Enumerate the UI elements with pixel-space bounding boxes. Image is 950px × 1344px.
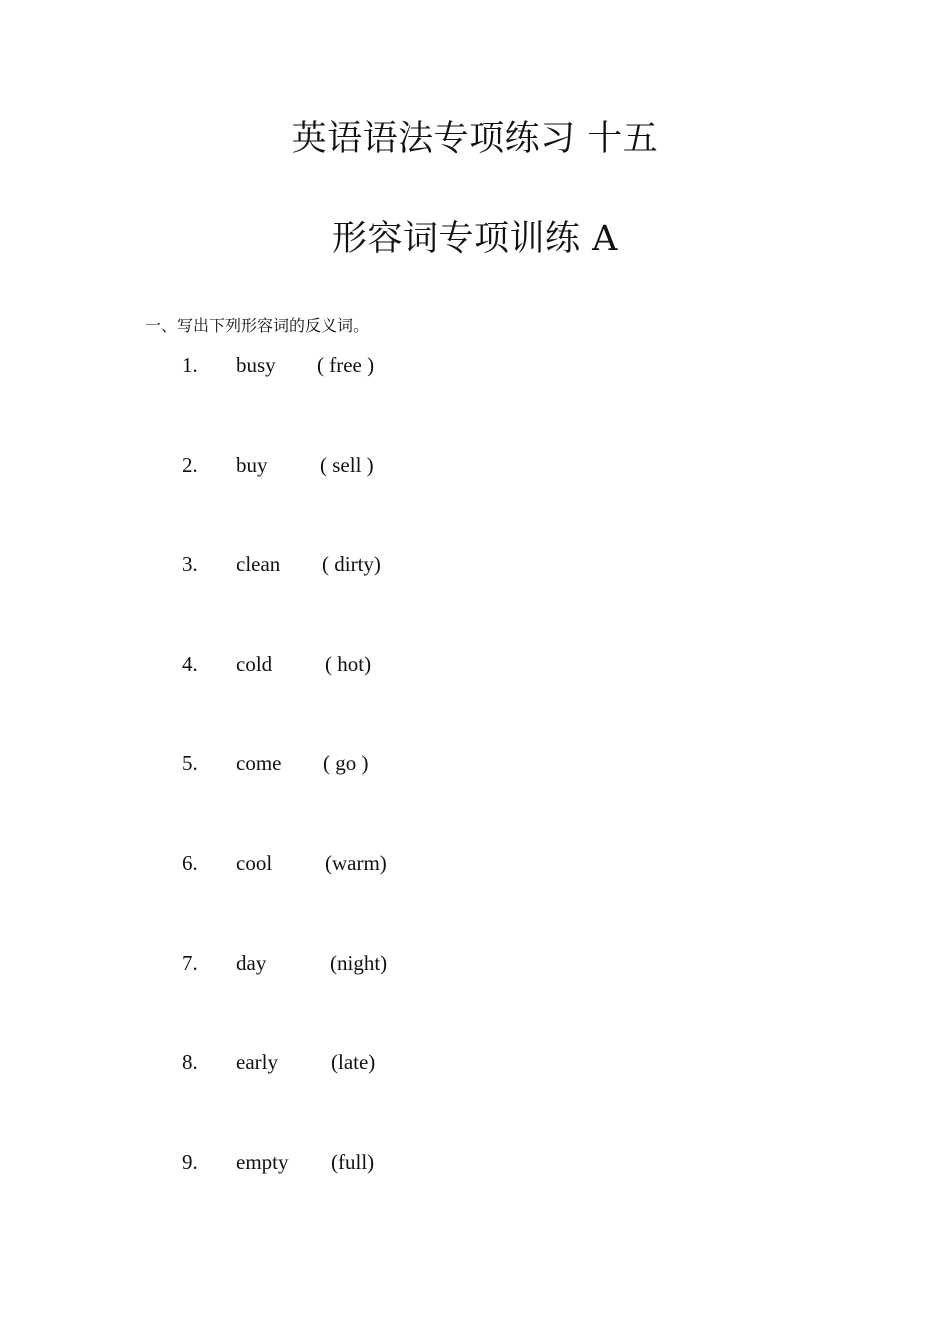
item-answer: ( sell ) (320, 453, 374, 477)
item-answer: (warm) (325, 851, 387, 875)
item-word: early (236, 1050, 278, 1074)
item-number: 1. (182, 353, 198, 377)
item-answer: ( dirty) (322, 552, 381, 576)
item-answer: ( free ) (317, 353, 375, 377)
item-answer: ( go ) (323, 751, 369, 775)
exercise-item (0, 649, 950, 679)
item-word: busy (236, 353, 276, 377)
item-number: 8. (182, 1050, 198, 1074)
item-word: empty (236, 1150, 289, 1174)
item-number: 6. (182, 851, 198, 875)
item-answer: (late) (331, 1050, 376, 1074)
item-number: 2. (182, 453, 198, 477)
item-word: buy (236, 453, 268, 477)
exercise-item (0, 450, 950, 480)
exercise-item (0, 748, 950, 778)
exercise-item (0, 350, 950, 380)
item-number: 7. (182, 951, 198, 975)
item-number: 5. (182, 751, 198, 775)
exercise-item (0, 1147, 950, 1177)
item-word: clean (236, 552, 281, 576)
document-subtitle: 形容词专项训练 A (332, 219, 618, 259)
item-word: come (236, 751, 282, 775)
document-title: 英语语法专项练习 十五 (291, 119, 659, 159)
item-number: 4. (182, 652, 198, 676)
exercise-item (0, 948, 950, 978)
item-word: cool (236, 851, 273, 875)
item-answer: (night) (330, 951, 388, 975)
item-number: 9. (182, 1150, 198, 1174)
section-heading: 一、写出下列形容词的反义词。 (145, 316, 370, 335)
exercise-item (0, 549, 950, 579)
exercise-item (0, 1047, 950, 1077)
item-number: 3. (182, 552, 198, 576)
item-word: day (236, 951, 267, 975)
item-answer: ( hot) (325, 652, 372, 676)
exercise-item (0, 848, 950, 878)
item-word: cold (236, 652, 273, 676)
item-answer: (full) (331, 1150, 375, 1174)
